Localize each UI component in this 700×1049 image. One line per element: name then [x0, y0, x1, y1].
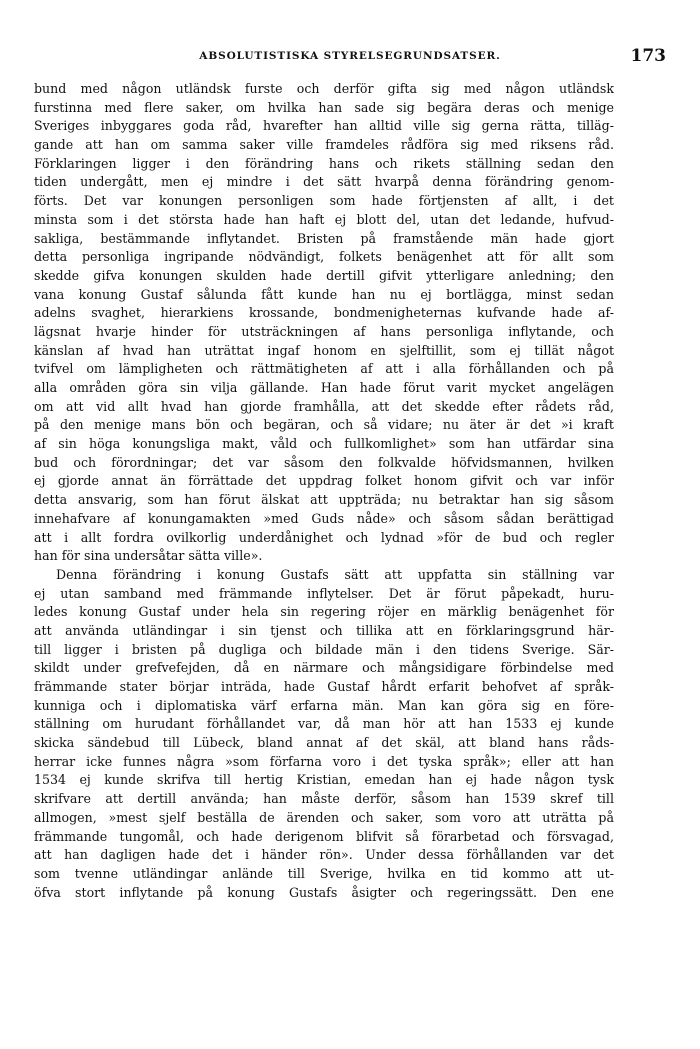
- text-line: gande att han om samma saker ville framdeles rådföra sig med riksens råd.: [34, 137, 614, 153]
- text-line: att i allt fordra ovilkorlig underdånighet och lydnad »för de bud och regler: [34, 529, 614, 545]
- text-line: om att vid allt hvad han gjorde framhålla, att det skedde efter rådets råd,: [34, 398, 614, 414]
- body-text: [34, 80, 614, 902]
- text-line: sakliga, bestämmande inflytandet. Bristen på framstående män hade gjort: [34, 230, 614, 246]
- text-line: öfva stort inflytande på konung Gustafs åsigter och regeringssätt. Den ene: [34, 884, 614, 900]
- text-line: af sin höga konungsliga makt, våld och fullkomlighet» som han utfärdar sina: [34, 436, 614, 452]
- text-line: skildt under grefvefejden, då en närmare och mångsidigare förbindelse med: [34, 660, 614, 676]
- text-line: innehafvare af konungamakten »med Guds nåde» och såsom sådan berättigad: [34, 510, 614, 526]
- text-line-paragraph-start: Denna förändring i konung Gustafs sätt att uppfatta sin ställning var: [56, 566, 614, 582]
- text-line: bund med någon utländsk furste och derför gifta sig med någon utländsk: [34, 81, 614, 96]
- text-line: på den menige mans bön och begäran, och så vidare; nu äter är det »i kraft: [34, 417, 614, 433]
- text-line: ej gjorde annat än förrättade det uppdrag folket honom gifvit och var inför: [34, 473, 614, 489]
- text-line: 1534 ej kunde skrifva till hertig Kristian, emedan han ej hade någon tysk: [34, 772, 614, 788]
- text-line: Förklaringen ligger i den förändring hans och rikets ställning sedan den: [34, 155, 614, 171]
- text-line: detta ansvarig, som han förut älskat att uppträda; nu betraktar han sig såsom: [34, 492, 614, 508]
- text-line: till ligger i bristen på dugliga och bildade män i den tidens Sverige. Sär-: [34, 641, 614, 657]
- text-line: Sveriges inbyggares goda råd, hvarefter han alltid ville sig gerna rätta, tilläg-: [34, 118, 614, 134]
- text-line: skicka sändebud till Lübeck, bland annat af det skäl, att bland hans råds-: [34, 735, 614, 751]
- text-line: skrifvare att dertill använda; han måste derför, såsom han 1539 skref till: [34, 791, 614, 807]
- page-number: 173: [630, 46, 666, 66]
- text-line: tvifvel om lämpligheten och rättmätigheten af att i alla förhållanden och på: [34, 361, 614, 377]
- text-line: allmogen, »mest sjelf beställa de ärenden och saker, som voro att uträtta på: [34, 809, 614, 825]
- text-line: tiden undergått, men ej mindre i det sätt hvarpå denna förändring genom-: [34, 174, 614, 190]
- text-line: bud och förordningar; det var såsom den folkvalde höfvidsmannen, hvilken: [34, 454, 614, 470]
- text-line: skedde gifva konungen skulden hade dertill gifvit ytterligare anledning; den: [34, 267, 614, 283]
- text-line: ledes konung Gustaf under hela sin regering röjer en märklig benägenhet för: [34, 604, 614, 620]
- text-line: att använda utländingar i sin tjenst och tillika att en förklaringsgrund här-: [34, 622, 614, 638]
- running-head: ABSOLUTISTISKA STYRELSEGRUNDSATSER.: [199, 50, 501, 62]
- text-line: adelns svaghet, hierarkiens krossande, bondmenigheternas kufvande hade af-: [34, 305, 614, 321]
- text-line: att han dagligen hade det i händer rön». Under dessa förhållanden var det: [34, 847, 614, 863]
- text-line: känslan af hvad han uträttat ingaf honom en sjelftillit, som ej tillät något: [34, 342, 614, 358]
- page-header: [34, 46, 666, 68]
- text-line: som tvenne utländingar anlände till Sverige, hvilka en tid kommo att ut-: [34, 865, 614, 881]
- text-line: ställning om hurudant förhållandet var, då man hör att han 1533 ej kunde: [34, 716, 614, 732]
- text-line: detta personliga ingripande nödvändigt, folkets benägenhet att för allt som: [34, 249, 614, 265]
- text-line-paragraph-end: han för sina undersåtar sätta ville».: [34, 548, 263, 564]
- text-line: ej utan samband med främmande inflytelser. Det är förut påpekadt, huru-: [34, 585, 614, 601]
- text-line: alla områden göra sin vilja gällande. Han hade förut varit mycket angelägen: [34, 380, 614, 395]
- text-line: vana konung Gustaf sålunda fått kunde han nu ej bortlägga, minst sedan: [34, 286, 614, 302]
- text-line: främmande stater börjar inträda, hade Gustaf hårdt erfarit behofvet af språk-: [34, 679, 614, 694]
- text-line: herrar icke funnes några »som förfarna voro i det tyska språk»; eller att han: [34, 753, 614, 769]
- text-line: lägsnat hvarje hinder för utsträckningen af hans personliga inflytande, och: [34, 323, 614, 339]
- text-line: minsta som i det största hade han haft ej blott del, utan det ledande, hufvud-: [34, 211, 614, 227]
- text-line: kunniga och i diplomatiska värf erfarna män. Man kan göra sig en före-: [34, 697, 614, 713]
- text-line: furstinna med flere saker, om hvilka han sade sig begära deras och menige: [34, 99, 614, 115]
- text-line: främmande tungomål, och hade derigenom blifvit så förarbetad och försvagad,: [34, 828, 614, 844]
- text-line: förts. Det var konungen personligen som hade förtjensten af allt, i det: [34, 193, 614, 209]
